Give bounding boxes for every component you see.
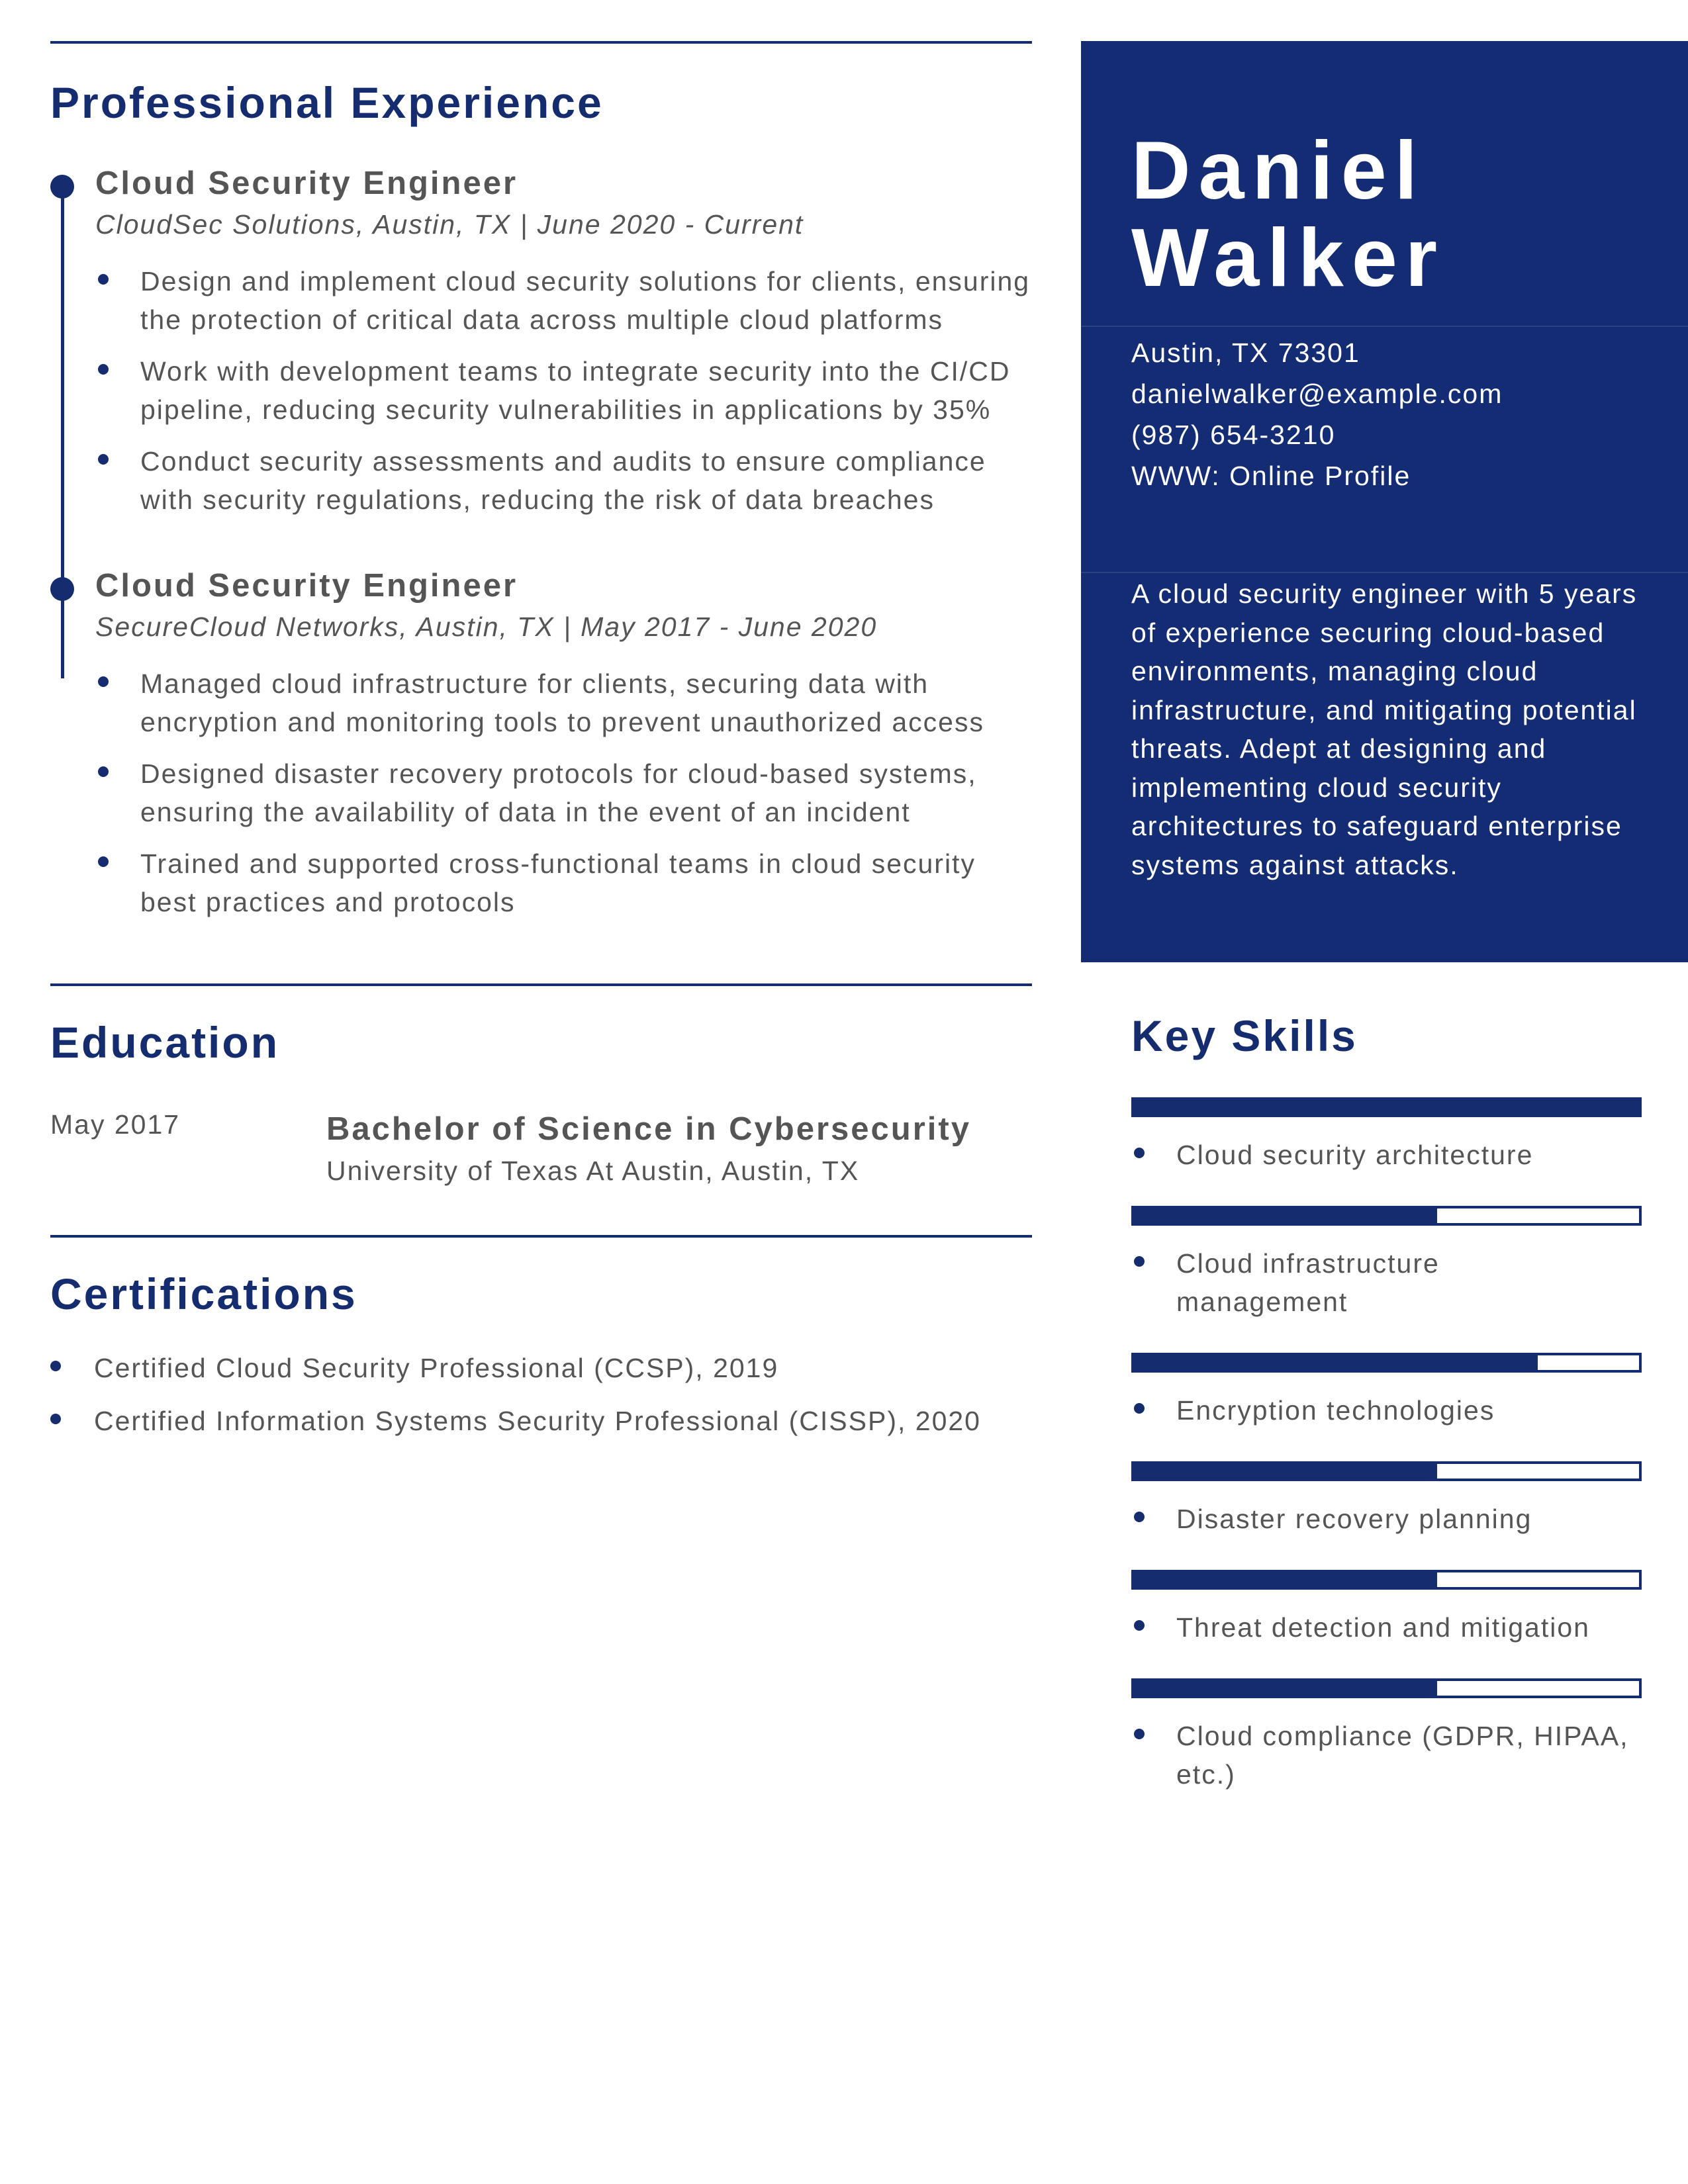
bullet-icon [1134, 1403, 1145, 1414]
skill-text: Cloud security architecture [1176, 1140, 1534, 1170]
skill-item [1131, 1461, 1639, 1538]
bullet-text: Designed disaster recovery protocols for cloud-based systems, ensuring the availability of data in the event of an incident [140, 758, 977, 827]
panel-divider [1081, 572, 1688, 573]
job-meta [95, 611, 1032, 643]
job-company: SecureCloud Networks [95, 611, 400, 642]
bullet-text: Trained and supported cross-functional teams in cloud security best practices and protocols [140, 848, 976, 917]
bullet-icon [98, 364, 109, 375]
job-title: Cloud Security Engineer [95, 567, 518, 604]
list-item [50, 1402, 1032, 1440]
job-meta [95, 208, 1032, 241]
job-company: CloudSec Solutions [95, 208, 356, 240]
experience-timeline [50, 164, 1032, 921]
contact-phone: (987) 654-3210 [1131, 420, 1336, 450]
bullet-icon [98, 454, 109, 465]
skill-text: Disaster recovery planning [1176, 1504, 1532, 1534]
skill-label [1131, 1500, 1639, 1538]
bullet-icon [1134, 1256, 1145, 1267]
bullet-icon [50, 1414, 61, 1424]
certifications-heading: Certifications [50, 1269, 357, 1318]
bullet-text: Work with development teams to integrate security into the CI/CD pipeline, reducing security vulnerabilities in applications by 35% [140, 355, 1011, 425]
job-dates: | May 2017 - June 2020 [554, 611, 878, 642]
skill-bar [1131, 1678, 1642, 1698]
list-item [95, 844, 1032, 921]
list-item [95, 754, 1032, 831]
skill-bar-fill [1134, 1464, 1437, 1479]
skill-label [1131, 1717, 1640, 1794]
timeline-dot [50, 577, 74, 601]
bullet-icon [98, 274, 109, 285]
skill-bar [1131, 1353, 1642, 1373]
education-school: University of Texas At Austin, Austin, TX [326, 1155, 860, 1186]
first-name: Daniel [1131, 125, 1426, 216]
profile-panel [1081, 41, 1688, 962]
skill-text: Threat detection and mitigation [1176, 1612, 1590, 1643]
skill-label [1131, 1244, 1461, 1321]
certifications-list [50, 1349, 1032, 1440]
contact-info [1131, 332, 1503, 496]
education-date: May 2017 [50, 1109, 181, 1140]
candidate-name [1131, 127, 1445, 302]
bullet-icon [98, 766, 109, 777]
skill-bar-fill [1134, 1681, 1437, 1696]
job-dates: | June 2020 - Current [511, 208, 804, 240]
skill-text: Cloud infrastructure management [1176, 1248, 1440, 1317]
profile-summary: A cloud security engineer with 5 years of experience securing cloud-based environments, managing cloud infrastructure, and mitigating potential threats. Adept at designing and implementing cloud security architectures to safeguard enterprise systems against attacks. [1131, 578, 1638, 880]
skill-bar [1131, 1461, 1642, 1481]
contact-email[interactable]: danielwalker@example.com [1131, 379, 1503, 409]
bullet-icon [98, 856, 109, 867]
skill-bar-fill [1134, 1572, 1437, 1587]
skill-bar [1131, 1097, 1642, 1117]
bullet-icon [1134, 1620, 1145, 1631]
skill-item [1131, 1353, 1639, 1430]
list-item [95, 664, 1032, 741]
list-item [95, 352, 1032, 429]
skill-bar [1131, 1570, 1642, 1590]
job-entry [50, 164, 1032, 519]
main-column [50, 41, 1032, 1440]
contact-website[interactable]: WWW: Online Profile [1131, 461, 1411, 491]
skill-bar-fill [1134, 1100, 1639, 1115]
job-location: , Austin, TX [355, 208, 512, 240]
contact-address: Austin, TX 73301 [1131, 338, 1360, 368]
list-item [95, 442, 1032, 519]
certification-text: Certified Information Systems Security Professional (CISSP), 2020 [94, 1405, 981, 1436]
skill-item [1131, 1097, 1639, 1174]
bullet-icon [50, 1361, 61, 1371]
education-heading: Education [50, 1017, 280, 1067]
education-rule [50, 983, 1032, 986]
skill-bar [1131, 1206, 1642, 1226]
bullet-icon [1134, 1729, 1145, 1739]
skills-section [1131, 1011, 1639, 1794]
education-entry [50, 1097, 1032, 1197]
timeline-dot [50, 175, 74, 199]
skill-text: Encryption technologies [1176, 1395, 1495, 1426]
skill-label [1131, 1391, 1639, 1430]
certifications-rule [50, 1235, 1032, 1238]
experience-rule [50, 41, 1032, 44]
skills-heading: Key Skills [1131, 1011, 1358, 1060]
bullet-icon [1134, 1512, 1145, 1522]
list-item [95, 262, 1032, 339]
list-item [50, 1349, 1032, 1387]
skill-label [1131, 1136, 1639, 1174]
bullet-text: Managed cloud infrastructure for clients, securing data with encryption and monitoring tools to prevent unauthorized access [140, 668, 984, 737]
skill-bar-fill [1134, 1208, 1437, 1223]
skill-bar-fill [1134, 1355, 1538, 1370]
job-bullets [95, 664, 1032, 921]
job-title: Cloud Security Engineer [95, 165, 518, 201]
skill-label [1131, 1608, 1639, 1647]
bullet-text: Design and implement cloud security solutions for clients, ensuring the protection of critical data across multiple cloud platforms [140, 265, 1031, 335]
bullet-icon [1134, 1148, 1145, 1158]
skill-item [1131, 1570, 1639, 1647]
skill-item [1131, 1678, 1639, 1794]
experience-heading: Professional Experience [50, 78, 604, 127]
skill-item [1131, 1206, 1639, 1321]
bullet-text: Conduct security assessments and audits to ensure compliance with security regulations, reducing the risk of data breaches [140, 445, 986, 515]
job-bullets [95, 262, 1032, 519]
skill-text: Cloud compliance (GDPR, HIPAA, etc.) [1176, 1721, 1629, 1790]
bullet-icon [98, 676, 109, 687]
education-degree: Bachelor of Science in Cybersecurity [326, 1111, 971, 1147]
panel-divider [1081, 326, 1688, 327]
last-name: Walker [1131, 212, 1446, 304]
job-location: , Austin, TX [399, 611, 555, 642]
job-entry [50, 567, 1032, 921]
certification-text: Certified Cloud Security Professional (CCSP), 2019 [94, 1352, 779, 1383]
